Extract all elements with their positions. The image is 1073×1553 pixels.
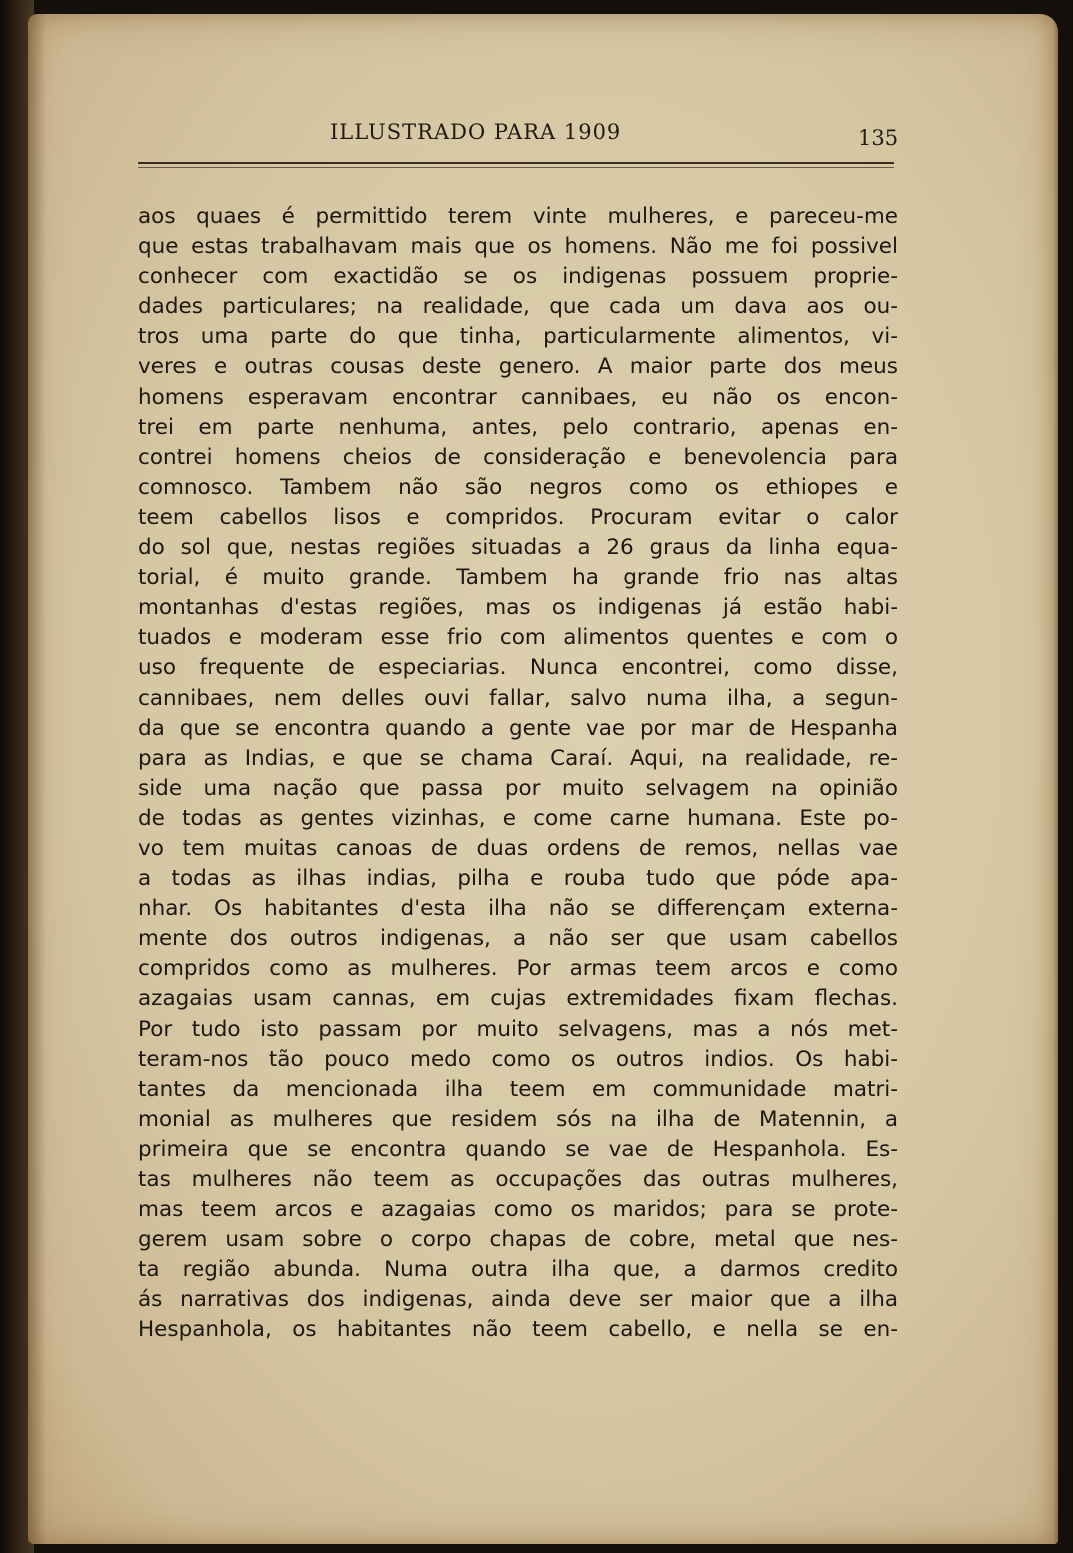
text-line: homens esperavam encontrar cannibaes, eu não os encon- <box>138 384 898 410</box>
text-line: tros uma parte do que tinha, particularmente alimentos, vi- <box>138 324 898 350</box>
text-line: teem cabellos lisos e compridos. Procuram evitar o calor <box>138 504 898 530</box>
text-line: mas teem arcos e azagaias como os maridos; para se prote- <box>138 1197 898 1223</box>
text-line: a todas as ilhas indias, pilha e rouba tudo que póde apa- <box>138 866 898 892</box>
text-line: teram-nos tão pouco medo como os outros indios. Os habi- <box>138 1046 898 1072</box>
text-line: azagaias usam cannas, em cujas extremidades fixam flechas. <box>138 986 898 1012</box>
text-line: da que se encontra quando a gente vae por mar de Hespanha <box>138 715 898 741</box>
text-line: Por tudo isto passam por muito selvagens, mas a nós met- <box>138 1016 898 1042</box>
page-edge-shadow <box>1053 0 1073 1553</box>
text-line: side uma nação que passa por muito selvagem na opinião <box>138 775 898 801</box>
text-line: vo tem muitas canoas de duas ordens de remos, nellas vae <box>138 835 898 861</box>
text-line: comnosco. Tambem não são negros como os ethiopes e <box>138 474 898 500</box>
text-line: monial as mulheres que residem sós na ilha de Matennin, a <box>138 1106 898 1132</box>
header-rule-thin <box>138 167 894 168</box>
text-line: aos quaes é permittido terem vinte mulheres, e pareceu-me <box>138 204 898 229</box>
text-line: que estas trabalhavam mais que os homens. Não me foi possivel <box>138 234 898 260</box>
text-line: Hespanhola, os habitantes não teem cabello, e nella se en- <box>138 1317 898 1343</box>
text-line: montanhas d'estas regiões, mas os indigenas já estão habi- <box>138 595 898 621</box>
text-line: torial, é muito grande. Tambem ha grande frio nas altas <box>138 565 898 591</box>
running-head <box>330 120 870 144</box>
text-line: gerem usam sobre o corpo chapas de cobre, metal que nes- <box>138 1227 898 1253</box>
text-line: mente dos outros indigenas, a não ser que usam cabellos <box>138 926 898 952</box>
text-line: contrei homens cheios de consideração e benevolencia para <box>138 444 898 470</box>
text-line: de todas as gentes vizinhas, e come carne humana. Este po- <box>138 805 898 831</box>
text-line: trei em parte nenhuma, antes, pelo contrario, apenas en- <box>138 414 898 440</box>
page-number: 135 <box>858 126 899 150</box>
text-line: uso frequente de especiarias. Nunca encontrei, como disse, <box>138 655 898 681</box>
text-line: compridos como as mulheres. Por armas teem arcos e como <box>138 956 898 982</box>
header-rule <box>138 162 894 164</box>
text-line: tantes da mencionada ilha teem em communidade matri- <box>138 1076 898 1102</box>
text-line: para as Indias, e que se chama Caraí. Aqui, na realidade, re- <box>138 745 898 771</box>
text-line: do sol que, nestas regiões situadas a 26 graus da linha equa- <box>138 535 898 561</box>
text-line: nhar. Os habitantes d'esta ilha não se differençam externa- <box>138 896 898 922</box>
text-line: primeira que se encontra quando se vae de Hespanhola. Es- <box>138 1136 898 1162</box>
text-line: tuados e moderam esse frio com alimentos quentes e com o <box>138 625 898 651</box>
text-line: tas mulheres não teem as occupações das outras mulheres, <box>138 1167 898 1192</box>
text-line: ás narrativas dos indigenas, ainda deve ser maior que a ilha <box>138 1287 898 1313</box>
text-line: dades particulares; na realidade, que cada um dava aos ou- <box>138 294 898 320</box>
body-text <box>138 202 898 1346</box>
text-line: conhecer com exactidão se os indigenas possuem proprie- <box>138 264 898 290</box>
text-line: ta região abunda. Numa outra ilha que, a darmos credito <box>138 1257 898 1283</box>
text-line: cannibaes, nem delles ouvi fallar, salvo numa ilha, a segun- <box>138 685 898 711</box>
running-title: ILLUSTRADO PARA 1909 <box>330 120 622 144</box>
text-line: veres e outras cousas deste genero. A maior parte dos meus <box>138 354 898 380</box>
